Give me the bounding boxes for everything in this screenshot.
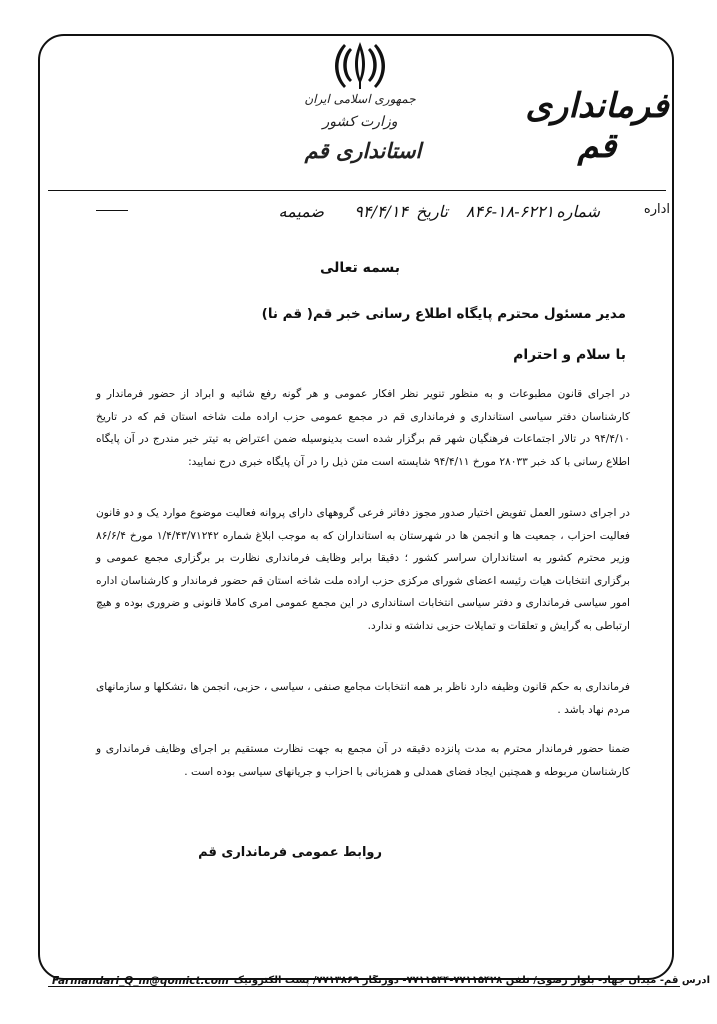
number-value: ۸۴۶-۱۸-۶۲۲۱	[465, 202, 554, 221]
salutation: با سلام و احترام	[513, 347, 626, 363]
footer-email: Farmandari_Q_m@qomict.com	[52, 975, 229, 987]
republic-line: جمهوری اسلامی ایران	[304, 92, 416, 106]
paragraph-3: فرمانداری به حکم قانون وظیفه دارد ناظر بر همه انتخابات مجامع صنفی ، سیاسی ، حزبی، انجمن ها ،تشکلها و سازمانهای مردم نهاد باشد .	[96, 681, 630, 716]
office-label: اداره	[643, 202, 670, 217]
date-value: ۹۴/۴/۱۴	[354, 202, 408, 221]
reference-row	[70, 198, 670, 228]
paragraph-2: در اجرای دستور العمل تفویض اختیار صدور مجوز دفاتر فرعی گروههای دارای پروانه فعالیت موضوع موارد یک و دو قانون فعالیت احزاب ، جمعیت ها و انجمن ها در شهرستان به استانداران که به موجب ابلاغ شماره ۱/۴/۴۳/۷۱۲۴۲ مورخ ۸۶/۶/۴ وزیر محترم کشور به استانداران سراسر کشور ؛ دقیقا برابر وظایف فرمانداری نظارت بر برگزاری مجمع عمومی و برگزاری انتخابات هیات رئیسه اعضای شورای مرکزی حزب اراده ملت شاخه استان قم حضور فرماندار و کارشناسان اداره امور سیاسی فرمانداری و دفتر سیاسی انتخابات استانداری در این مجمع عمومی امری کاملا قانونی و ضروری بوده و هیچ ارتباطی به گرایش و تعلقات و تمایلات حزبی نداشته و ندارد.	[96, 507, 630, 632]
attachment-label: ضمیمه	[278, 202, 324, 221]
paragraph-4: ضمنا حضور فرماندار محترم به مدت پانزده دقیقه در آن مجمع به جهت نظارت مستقیم بر اجرای وظایف فرمانداری و کارشناسان مربوطه و همچنین ایجاد فضای همدلی و همزبانی با احزاب و جریانهای سیاسی بوده است .	[96, 743, 630, 778]
signature: روابط عمومی فرمانداری قم	[198, 845, 382, 860]
province-line: استانداری قم	[304, 138, 422, 163]
number-label: شماره	[556, 202, 600, 221]
header-divider	[48, 190, 666, 191]
ministry-line: وزارت کشور	[322, 114, 398, 130]
footer-address: آدرس قم- میدان جهاد- بلوار رضوی/ تلفن ۷۷۱۱۵۴۲۸-۷۷۱۱۵۴۴- دورنگار ۷۷۱۳۸۶۹/ پست الکترونیک	[233, 975, 710, 986]
office-title: فرمانداری قم	[525, 86, 669, 166]
recipient-line: مدیر مسئول محترم پایگاه اطلاع رسانی خبر قم( قم نا)	[261, 306, 626, 322]
iran-emblem-icon	[333, 40, 387, 90]
date-label: تاریخ	[416, 202, 448, 221]
paragraph-1: در اجرای قانون مطبوعات و به منظور تنویر نظر افکار عمومی و هر گونه رفع شائبه و ابراد از حضور فرماندار و کارشناسان دفتر سیاسی استانداری و فرمانداری قم در مجمع عمومی حزب اراده ملت شاخه استان قم که در تاریخ ۹۴/۴/۱۰ در تالار اجتماعات فرهنگیان شهر قم برگزار شده است بدینوسیله ضمن اعتراض به تیتر خبر مندرج در آن پایگاه اطلاع رسانی با کد خبر ۲۸۰۳۳ مورخ ۹۴/۴/۱۱ شایسته است متن ذیل را در آن پایگاه خبری درج نمایید:	[96, 388, 630, 468]
bismi-heading: بسمه تعالی	[319, 260, 401, 276]
attachment-dash	[96, 210, 128, 211]
